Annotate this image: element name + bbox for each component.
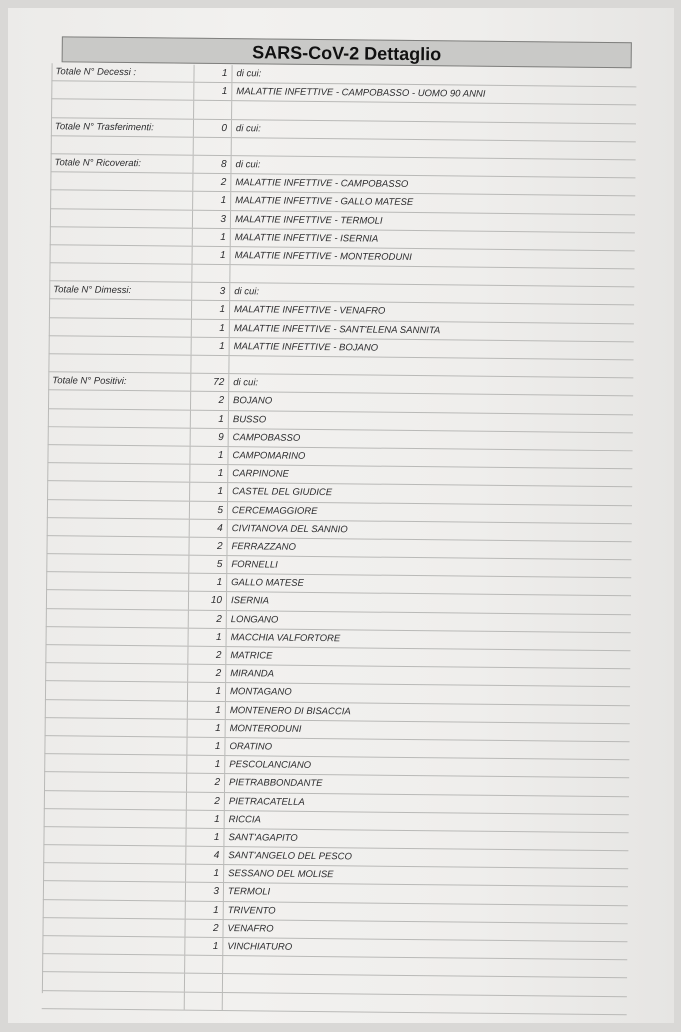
count-cell	[194, 101, 232, 119]
description-cell: SESSANO DEL MOLISE	[228, 868, 334, 881]
count-cell: 2	[187, 774, 225, 792]
count-cell: 1	[193, 247, 231, 265]
section-label	[49, 300, 192, 319]
section-label	[50, 172, 193, 191]
section-label	[50, 191, 193, 210]
count-cell	[191, 356, 229, 374]
section-label	[44, 754, 187, 773]
count-cell: 9	[191, 428, 229, 446]
description-cell: MALATTIE INFETTIVE - ISERNIA	[234, 231, 379, 245]
description-cell: ISERNIA	[230, 595, 270, 607]
section-label	[45, 663, 188, 682]
section-label	[47, 463, 190, 482]
section-label	[46, 572, 189, 591]
description-cell: CASTEL DEL GIUDICE	[232, 486, 333, 499]
count-cell: 2	[185, 919, 223, 937]
description-cell: MIRANDA	[230, 668, 275, 680]
report-title: SARS-CoV-2 Dettaglio	[62, 36, 632, 68]
count-cell: 1	[189, 628, 227, 646]
description-cell: di cui:	[235, 122, 261, 134]
description-cell: BOJANO	[233, 395, 273, 407]
description-cell: di cui:	[233, 377, 259, 389]
count-cell: 0	[194, 119, 232, 137]
section-label	[43, 845, 186, 864]
description-cell: MALATTIE INFETTIVE - BOJANO	[233, 340, 379, 354]
count-cell: 3	[186, 883, 224, 901]
section-label: Totale N° Decessi :	[51, 63, 194, 82]
description-cell: CARPINONE	[232, 468, 289, 480]
description-cell: MALATTIE INFETTIVE - SANT'ELENA SANNITA	[233, 322, 441, 336]
section-label	[45, 700, 188, 719]
count-cell: 10	[189, 592, 227, 610]
count-cell	[194, 137, 232, 155]
paper-sheet	[8, 8, 674, 1023]
section-label: Totale N° Dimessi:	[49, 281, 192, 300]
count-cell	[192, 265, 230, 283]
count-cell: 1	[192, 338, 230, 356]
section-label	[42, 918, 185, 937]
report-sheet	[22, 26, 646, 1032]
count-cell: 2	[187, 792, 225, 810]
count-cell	[185, 956, 223, 974]
count-cell: 1	[188, 719, 226, 737]
description-cell: MONTAGANO	[229, 686, 292, 699]
section-label	[43, 863, 186, 882]
description-cell: ORATINO	[229, 741, 273, 753]
section-label	[47, 500, 190, 519]
count-cell: 1	[190, 483, 228, 501]
count-cell: 1	[187, 738, 225, 756]
description-cell: TERMOLI	[227, 886, 271, 898]
description-cell: CAMPOBASSO	[232, 431, 301, 444]
section-label	[51, 136, 194, 155]
description-cell: BUSSO	[232, 413, 267, 426]
section-label	[47, 445, 190, 464]
count-cell: 8	[193, 156, 231, 174]
section-label	[43, 827, 186, 846]
count-cell: 2	[188, 647, 226, 665]
count-cell: 2	[189, 538, 227, 556]
section-label	[44, 809, 187, 828]
count-cell: 1	[186, 829, 224, 847]
section-label	[44, 791, 187, 810]
description-cell: SANT'ANGELO DEL PESCO	[228, 850, 352, 863]
section-label	[43, 900, 186, 919]
section-label	[44, 736, 187, 755]
section-label	[46, 536, 189, 555]
description-cell: di cui:	[235, 159, 261, 171]
section-label	[51, 81, 194, 100]
description-cell: MATRICE	[230, 650, 273, 662]
count-cell: 4	[186, 847, 224, 865]
section-label	[48, 409, 191, 428]
description-cell: VINCHIATURO	[227, 941, 293, 953]
section-label	[45, 682, 188, 701]
report-table	[42, 63, 637, 1015]
section-label	[46, 609, 189, 628]
section-label	[49, 318, 192, 337]
section-label	[50, 209, 193, 228]
count-cell: 3	[193, 210, 231, 228]
count-cell: 4	[190, 519, 228, 537]
description-cell: RICCIA	[228, 813, 261, 826]
section-label	[49, 336, 192, 355]
count-cell: 2	[188, 665, 226, 683]
description-cell: MALATTIE INFETTIVE - MONTERODUNI	[234, 250, 412, 263]
description-cell: PIETRACATELLA	[228, 795, 305, 808]
count-cell: 1	[189, 574, 227, 592]
section-label	[47, 481, 190, 500]
count-cell: 1	[185, 938, 223, 956]
description-cell: LONGANO	[230, 613, 279, 626]
section-label	[47, 518, 190, 537]
count-cell: 1	[194, 83, 232, 101]
description-cell: MALATTIE INFETTIVE - GALLO MATESE	[235, 195, 414, 209]
description-cell: CERCEMAGGIORE	[231, 504, 318, 517]
section-label	[50, 245, 193, 264]
count-cell: 1	[186, 901, 224, 919]
description-cell: MALATTIE INFETTIVE - TERMOLI	[234, 213, 383, 227]
count-cell: 1	[186, 865, 224, 883]
description-cell: MALATTIE INFETTIVE - VENAFRO	[233, 304, 386, 318]
count-cell: 1	[190, 465, 228, 483]
count-cell: 5	[189, 556, 227, 574]
count-cell: 1	[194, 65, 232, 83]
section-label: Totale N° Trasferimenti:	[51, 118, 194, 137]
section-label	[44, 772, 187, 791]
section-label	[42, 936, 185, 955]
section-label	[45, 645, 188, 664]
section-label	[43, 882, 186, 901]
count-cell: 5	[190, 501, 228, 519]
description-cell: di cui:	[236, 68, 262, 80]
section-label	[42, 954, 185, 973]
count-cell	[185, 974, 223, 992]
section-label: Totale N° Positivi:	[48, 372, 191, 391]
section-label	[45, 718, 188, 737]
description-cell: CIVITANOVA DEL SANNIO	[231, 522, 348, 536]
count-cell: 1	[192, 319, 230, 337]
section-label	[46, 554, 189, 573]
count-cell	[185, 992, 223, 1010]
description-cell: FERRAZZANO	[231, 540, 297, 553]
count-cell: 2	[189, 610, 227, 628]
description-cell	[223, 993, 627, 1014]
section-label	[42, 973, 185, 992]
count-cell: 1	[188, 683, 226, 701]
count-cell: 1	[193, 192, 231, 210]
description-cell: FORNELLI	[231, 559, 278, 571]
description-cell: CAMPOMARINO	[232, 450, 306, 462]
description-cell: PIETRABBONDANTE	[229, 777, 323, 790]
count-cell: 1	[193, 228, 231, 246]
section-label	[46, 627, 189, 646]
count-cell: 1	[192, 301, 230, 319]
description-cell: TRIVENTO	[227, 904, 276, 917]
description-cell: MACCHIA VALFORTORE	[230, 631, 341, 645]
count-cell: 1	[191, 410, 229, 428]
count-cell: 1	[187, 756, 225, 774]
description-cell: PESCOLANCIANO	[229, 759, 312, 772]
count-cell: 3	[192, 283, 230, 301]
description-cell: di cui:	[234, 286, 260, 298]
count-cell: 2	[193, 174, 231, 192]
section-label	[48, 391, 191, 410]
section-label	[49, 263, 192, 282]
description-cell: MALATTIE INFETTIVE - CAMPOBASSO	[235, 177, 409, 191]
description-cell: MONTERODUNI	[229, 722, 302, 735]
count-cell: 1	[188, 701, 226, 719]
description-cell: VENAFRO	[227, 922, 274, 935]
section-label	[51, 100, 194, 119]
section-label	[42, 991, 185, 1010]
section-label	[48, 427, 191, 446]
count-cell: 72	[191, 374, 229, 392]
section-label: Totale N° Ricoverati:	[50, 154, 193, 173]
description-cell: MALATTIE INFETTIVE - CAMPOBASSO - UOMO 90 ANNI	[236, 86, 486, 100]
section-label	[46, 591, 189, 610]
count-cell: 1	[190, 447, 228, 465]
count-cell: 2	[191, 392, 229, 410]
count-cell: 1	[187, 810, 225, 828]
description-cell: SANT'AGAPITO	[228, 831, 298, 844]
section-label	[50, 227, 193, 246]
description-cell: GALLO MATESE	[231, 577, 304, 590]
description-cell: MONTENERO DI BISACCIA	[229, 704, 351, 717]
section-label	[48, 354, 191, 373]
